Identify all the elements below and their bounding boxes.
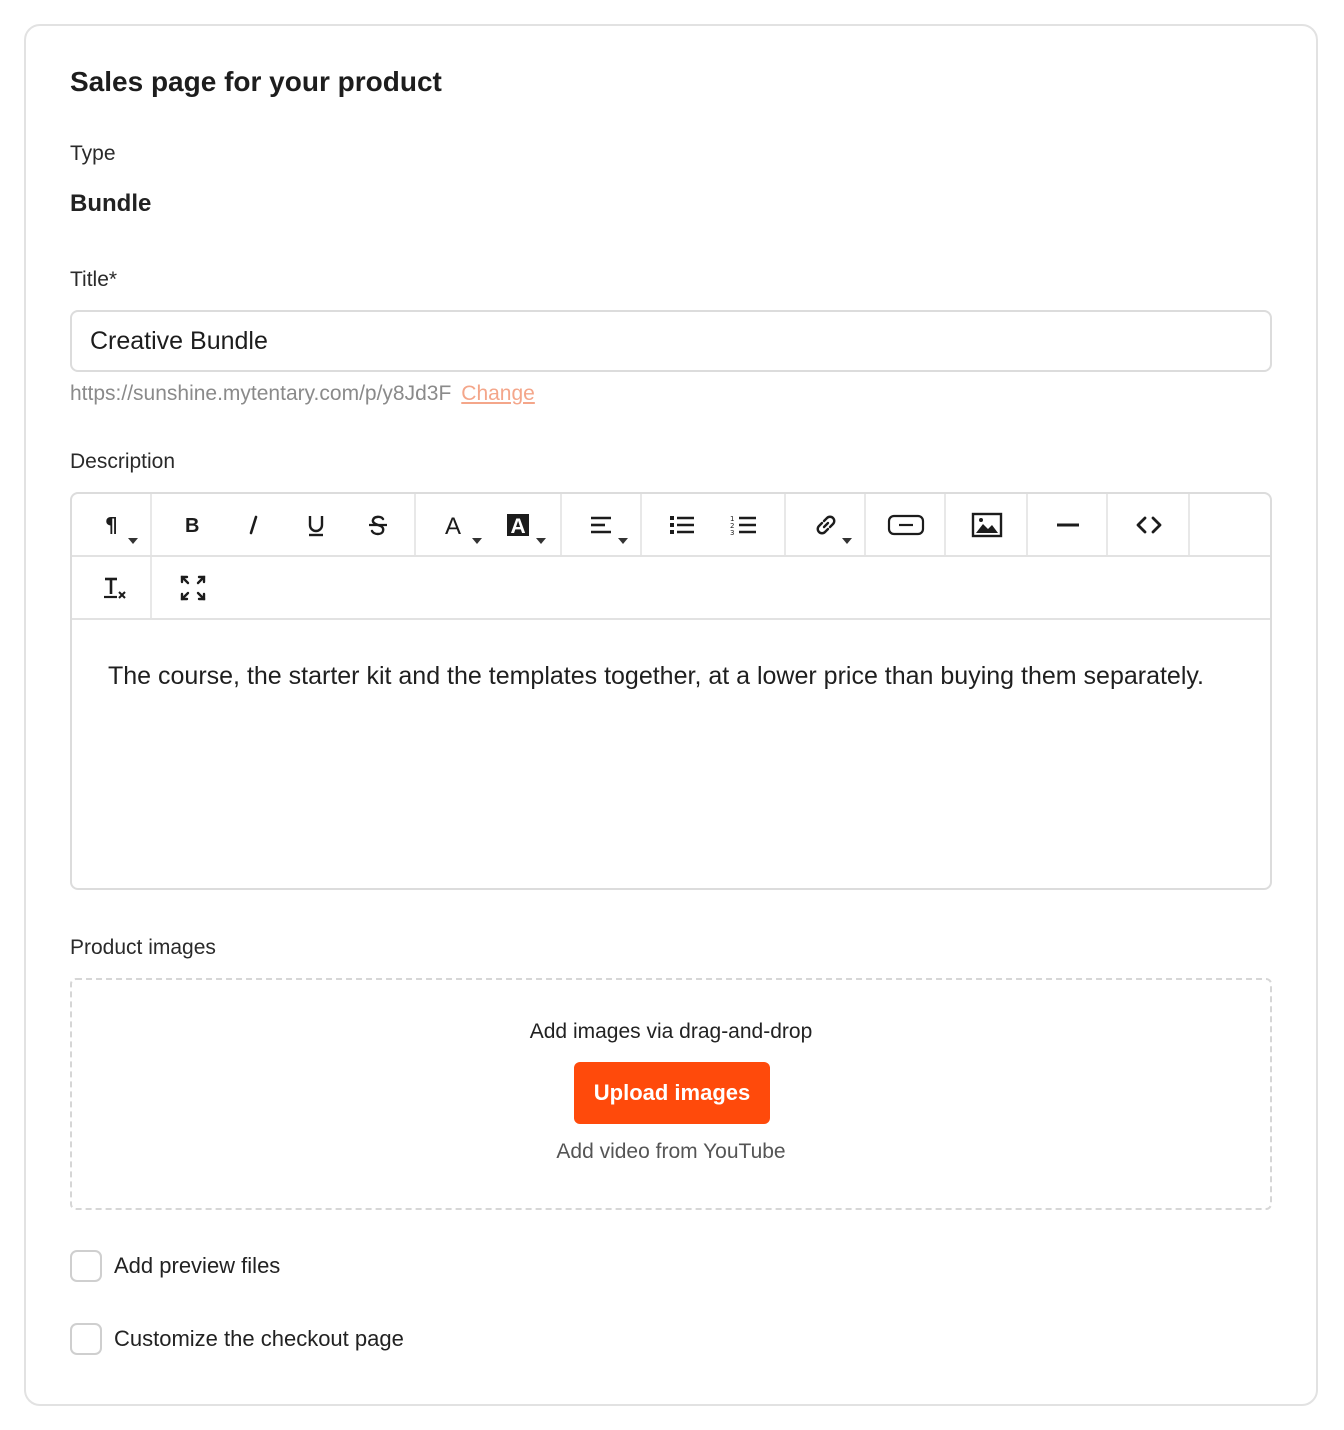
description-editor-content[interactable]: The course, the starter kit and the templates together, at a lower price than buying them separately. xyxy=(108,662,1204,690)
svg-text:1: 1 xyxy=(730,514,735,523)
sales-page-card xyxy=(24,24,1318,1406)
product-url-text: https://sunshine.mytentary.com/p/y8Jd3F xyxy=(70,382,452,405)
svg-text:2: 2 xyxy=(730,521,735,530)
numbered-list-icon[interactable] xyxy=(704,494,784,555)
background-color-icon[interactable] xyxy=(480,494,556,555)
preview-files-label[interactable]: Add preview files xyxy=(114,1253,281,1278)
title-label: Title* xyxy=(70,268,118,291)
toolbar-group-rule xyxy=(1028,494,1108,555)
editor-toolbar xyxy=(72,494,1270,557)
preview-files-checkbox[interactable] xyxy=(70,1250,102,1282)
code-view-icon[interactable] xyxy=(1108,494,1190,555)
add-youtube-video-link[interactable] xyxy=(72,1140,1270,1164)
toolbar-group-image xyxy=(946,494,1028,555)
strikethrough-icon[interactable] xyxy=(338,494,418,555)
image-icon[interactable] xyxy=(946,494,1028,555)
svg-text:B: B xyxy=(185,514,200,537)
toolbar-group-clear xyxy=(72,557,152,618)
align-icon[interactable] xyxy=(562,494,642,555)
product-url xyxy=(70,382,535,406)
title-input[interactable] xyxy=(70,310,1272,372)
svg-text:3: 3 xyxy=(730,528,735,537)
page-title: Sales page for your product xyxy=(70,66,442,97)
horizontal-rule-icon[interactable] xyxy=(1028,494,1108,555)
rich-text-editor xyxy=(70,492,1272,890)
toolbar-group-fullscreen xyxy=(152,557,234,618)
change-url-link[interactable]: Change xyxy=(461,382,535,405)
editor-toolbar-row-2 xyxy=(72,557,1270,620)
button-icon[interactable] xyxy=(866,494,946,555)
toolbar-group-paragraph xyxy=(72,494,152,555)
toolbar-group-button xyxy=(866,494,946,555)
preview-files-option[interactable] xyxy=(70,1250,280,1282)
paragraph-format-icon[interactable] xyxy=(72,494,152,555)
toolbar-group-code xyxy=(1108,494,1190,555)
svg-text:¶: ¶ xyxy=(105,512,118,537)
customize-checkout-checkbox[interactable] xyxy=(70,1323,102,1355)
add-youtube-video-label[interactable]: Add video from YouTube xyxy=(556,1140,786,1163)
description-label: Description xyxy=(70,450,176,473)
type-value: Bundle xyxy=(70,190,152,217)
customize-checkout-option[interactable] xyxy=(70,1323,404,1355)
toolbar-group-color xyxy=(416,494,562,555)
fullscreen-icon[interactable] xyxy=(152,557,234,618)
clear-formatting-icon[interactable] xyxy=(72,557,158,618)
toolbar-group-lists xyxy=(642,494,786,555)
toolbar-group-link xyxy=(786,494,866,555)
dropzone-hint: Add images via drag-and-drop xyxy=(529,1020,813,1043)
toolbar-group-text-style xyxy=(152,494,416,555)
customize-checkout-label[interactable]: Customize the checkout page xyxy=(114,1326,404,1351)
upload-images-button[interactable]: Upload images xyxy=(574,1062,770,1124)
link-icon[interactable] xyxy=(786,494,866,555)
svg-text:A: A xyxy=(510,514,526,538)
type-label: Type xyxy=(70,142,116,165)
svg-text:A: A xyxy=(445,512,462,540)
image-dropzone[interactable] xyxy=(70,978,1272,1210)
product-images-label: Product images xyxy=(70,936,216,959)
toolbar-group-align xyxy=(562,494,642,555)
